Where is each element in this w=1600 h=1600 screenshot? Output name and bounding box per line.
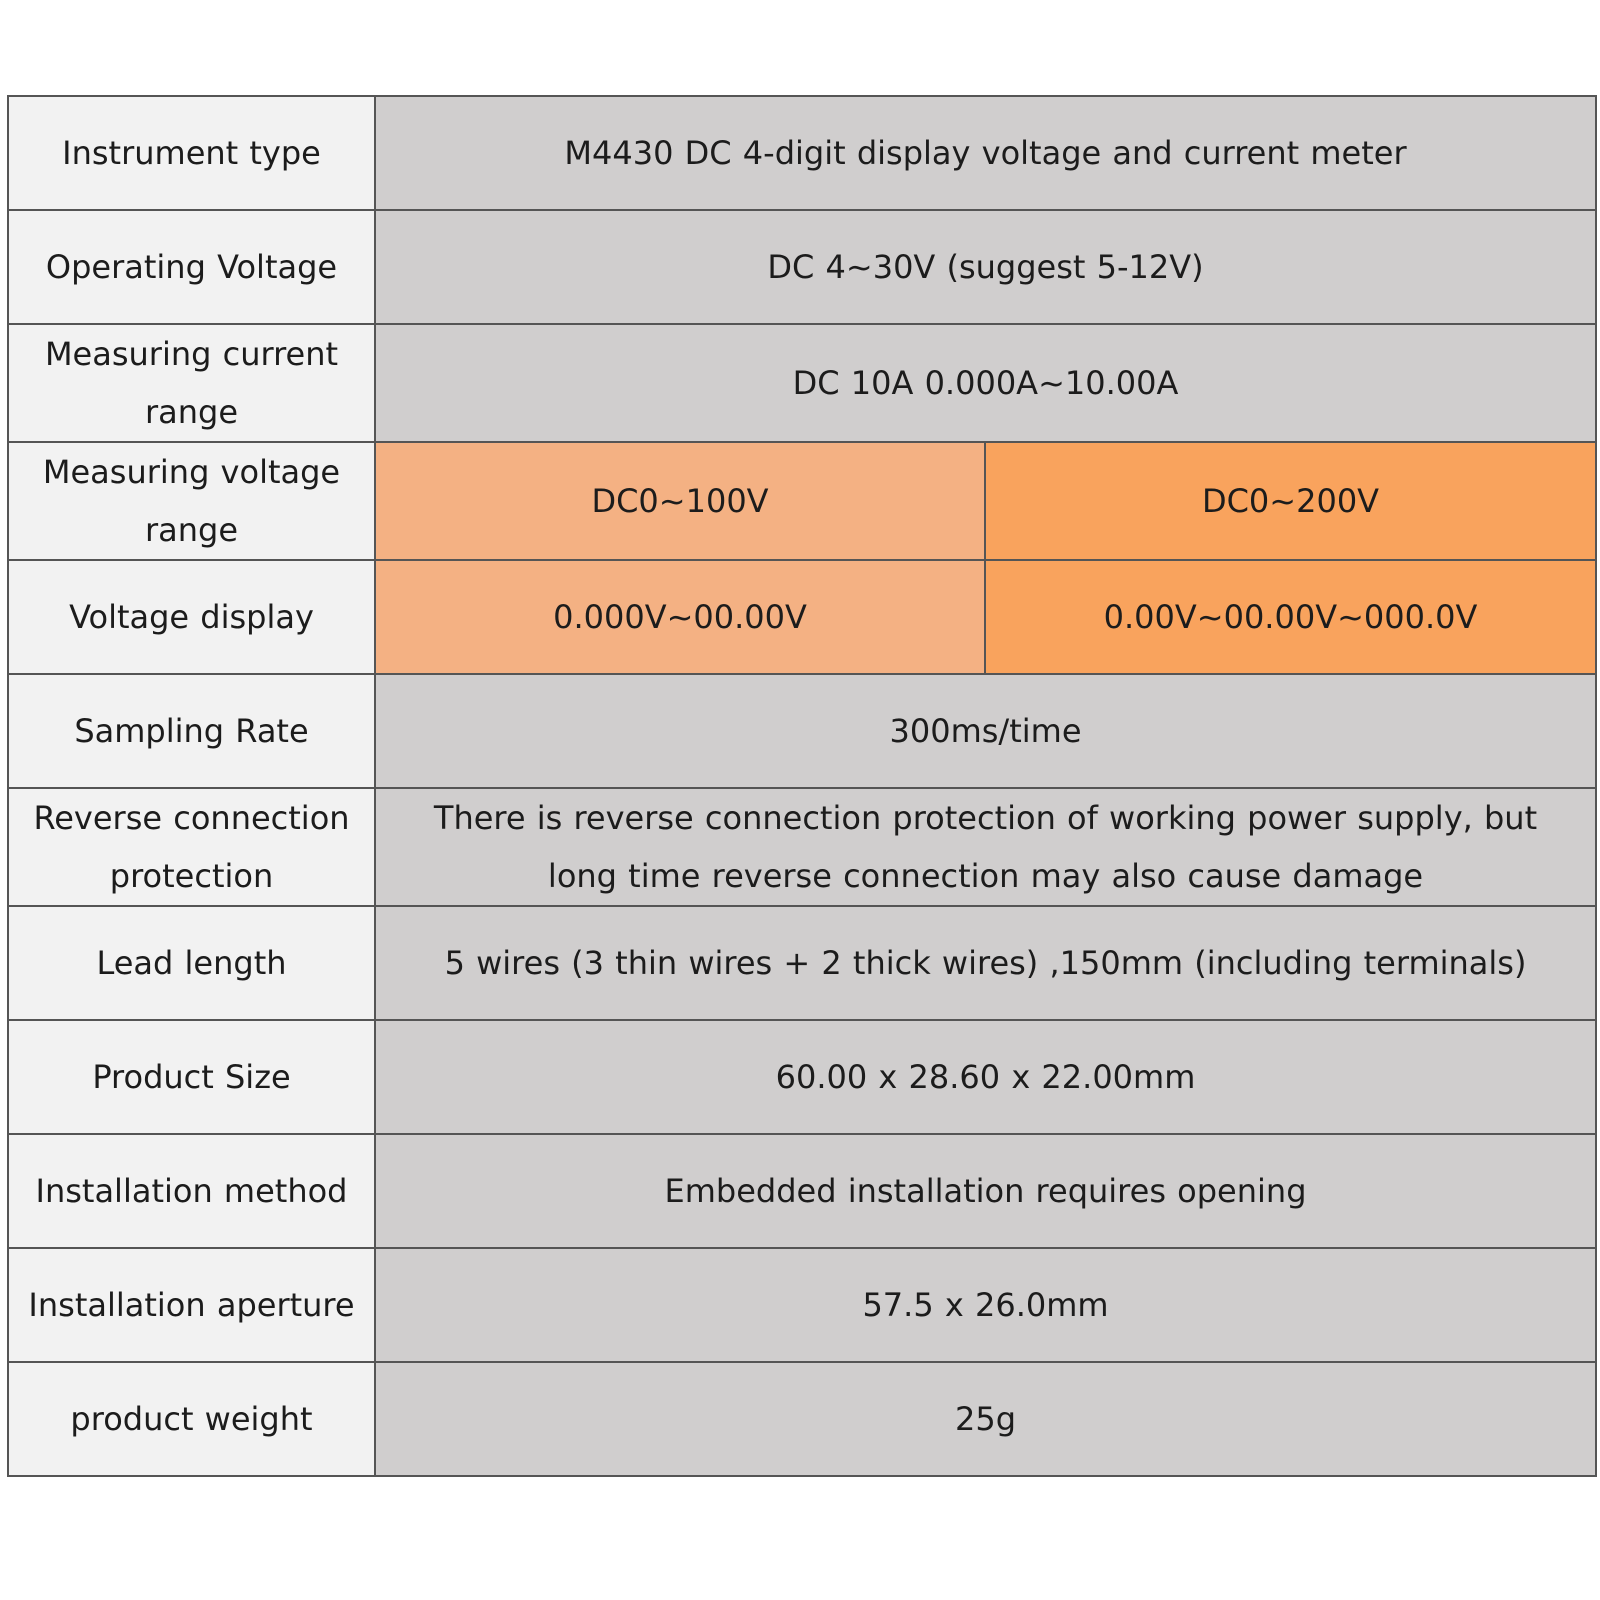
spec-label: Reverse connection protection — [8, 788, 375, 906]
spec-row-reverse-protection — [8, 788, 1596, 906]
spec-value: There is reverse connection protection of working power supply, but long time reverse connection may also cause damage — [375, 788, 1596, 906]
spec-row-installation-aperture — [8, 1248, 1596, 1362]
spec-row-installation-method — [8, 1134, 1596, 1248]
spec-value: Embedded installation requires opening — [375, 1134, 1596, 1248]
spec-row-voltage-display — [8, 560, 1596, 674]
spec-value-100v: DC0~100V — [375, 442, 985, 560]
spec-label: Voltage display — [8, 560, 375, 674]
spec-value: 60.00 x 28.60 x 22.00mm — [375, 1020, 1596, 1134]
spec-row-product-size — [8, 1020, 1596, 1134]
spec-value: 57.5 x 26.0mm — [375, 1248, 1596, 1362]
spec-label: Sampling Rate — [8, 674, 375, 788]
spec-row-voltage-range — [8, 442, 1596, 560]
spec-label: Product Size — [8, 1020, 375, 1134]
spec-label: Installation method — [8, 1134, 375, 1248]
spec-value: 300ms/time — [375, 674, 1596, 788]
spec-row-lead-length — [8, 906, 1596, 1020]
spec-value-200v: DC0~200V — [985, 442, 1596, 560]
spec-value-100v: 0.000V~00.00V — [375, 560, 985, 674]
spec-label: Measuring current range — [8, 324, 375, 442]
spec-row-product-weight — [8, 1362, 1596, 1476]
spec-value: 5 wires (3 thin wires + 2 thick wires) ,150mm (including terminals) — [375, 906, 1596, 1020]
spec-table — [7, 95, 1597, 1477]
spec-value: 25g — [375, 1362, 1596, 1476]
spec-label: Operating Voltage — [8, 210, 375, 324]
spec-row-operating-voltage — [8, 210, 1596, 324]
spec-label: Measuring voltage range — [8, 442, 375, 560]
spec-value: M4430 DC 4-digit display voltage and current meter — [375, 96, 1596, 210]
spec-label: Installation aperture — [8, 1248, 375, 1362]
spec-label: Lead length — [8, 906, 375, 1020]
spec-row-sampling-rate — [8, 674, 1596, 788]
spec-value: DC 4~30V (suggest 5-12V) — [375, 210, 1596, 324]
spec-label: Instrument type — [8, 96, 375, 210]
spec-row-current-range — [8, 324, 1596, 442]
spec-row-instrument-type — [8, 96, 1596, 210]
spec-label: product weight — [8, 1362, 375, 1476]
spec-value-200v: 0.00V~00.00V~000.0V — [985, 560, 1596, 674]
spec-value: DC 10A 0.000A~10.00A — [375, 324, 1596, 442]
